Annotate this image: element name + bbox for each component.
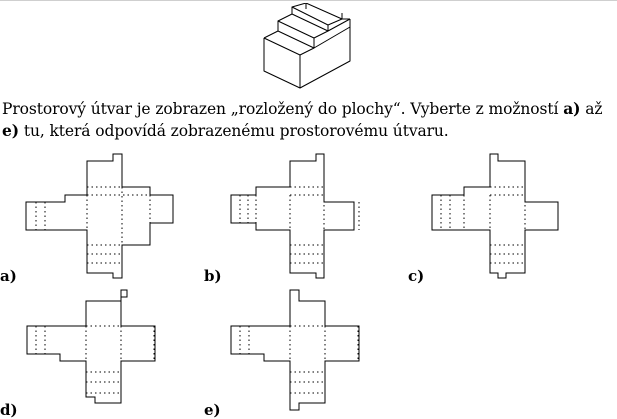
option-b[interactable] — [204, 150, 404, 285]
top-divider-line — [0, 0, 617, 1]
question-label-a: a) — [563, 99, 581, 118]
option-a-label: a) — [0, 267, 17, 285]
option-d-label: d) — [0, 401, 18, 419]
option-e[interactable] — [204, 285, 404, 419]
option-d[interactable] — [0, 285, 200, 419]
question-label-e: e) — [2, 121, 19, 140]
option-c[interactable] — [408, 150, 608, 285]
option-a[interactable] — [0, 150, 200, 285]
question-text — [2, 98, 614, 142]
question-part-2: až — [580, 100, 603, 118]
option-b-label: b) — [204, 267, 222, 285]
question-part-3: tu, která odpovídá zobrazenému prostorovému útvaru. — [19, 122, 449, 140]
question-part-1: Prostorový útvar je zobrazen „rozložený do plochy“. Vyberte z možností — [2, 100, 564, 118]
stair-solid-figure — [262, 3, 354, 91]
option-e-label: e) — [204, 401, 221, 419]
option-c-label: c) — [408, 267, 425, 285]
